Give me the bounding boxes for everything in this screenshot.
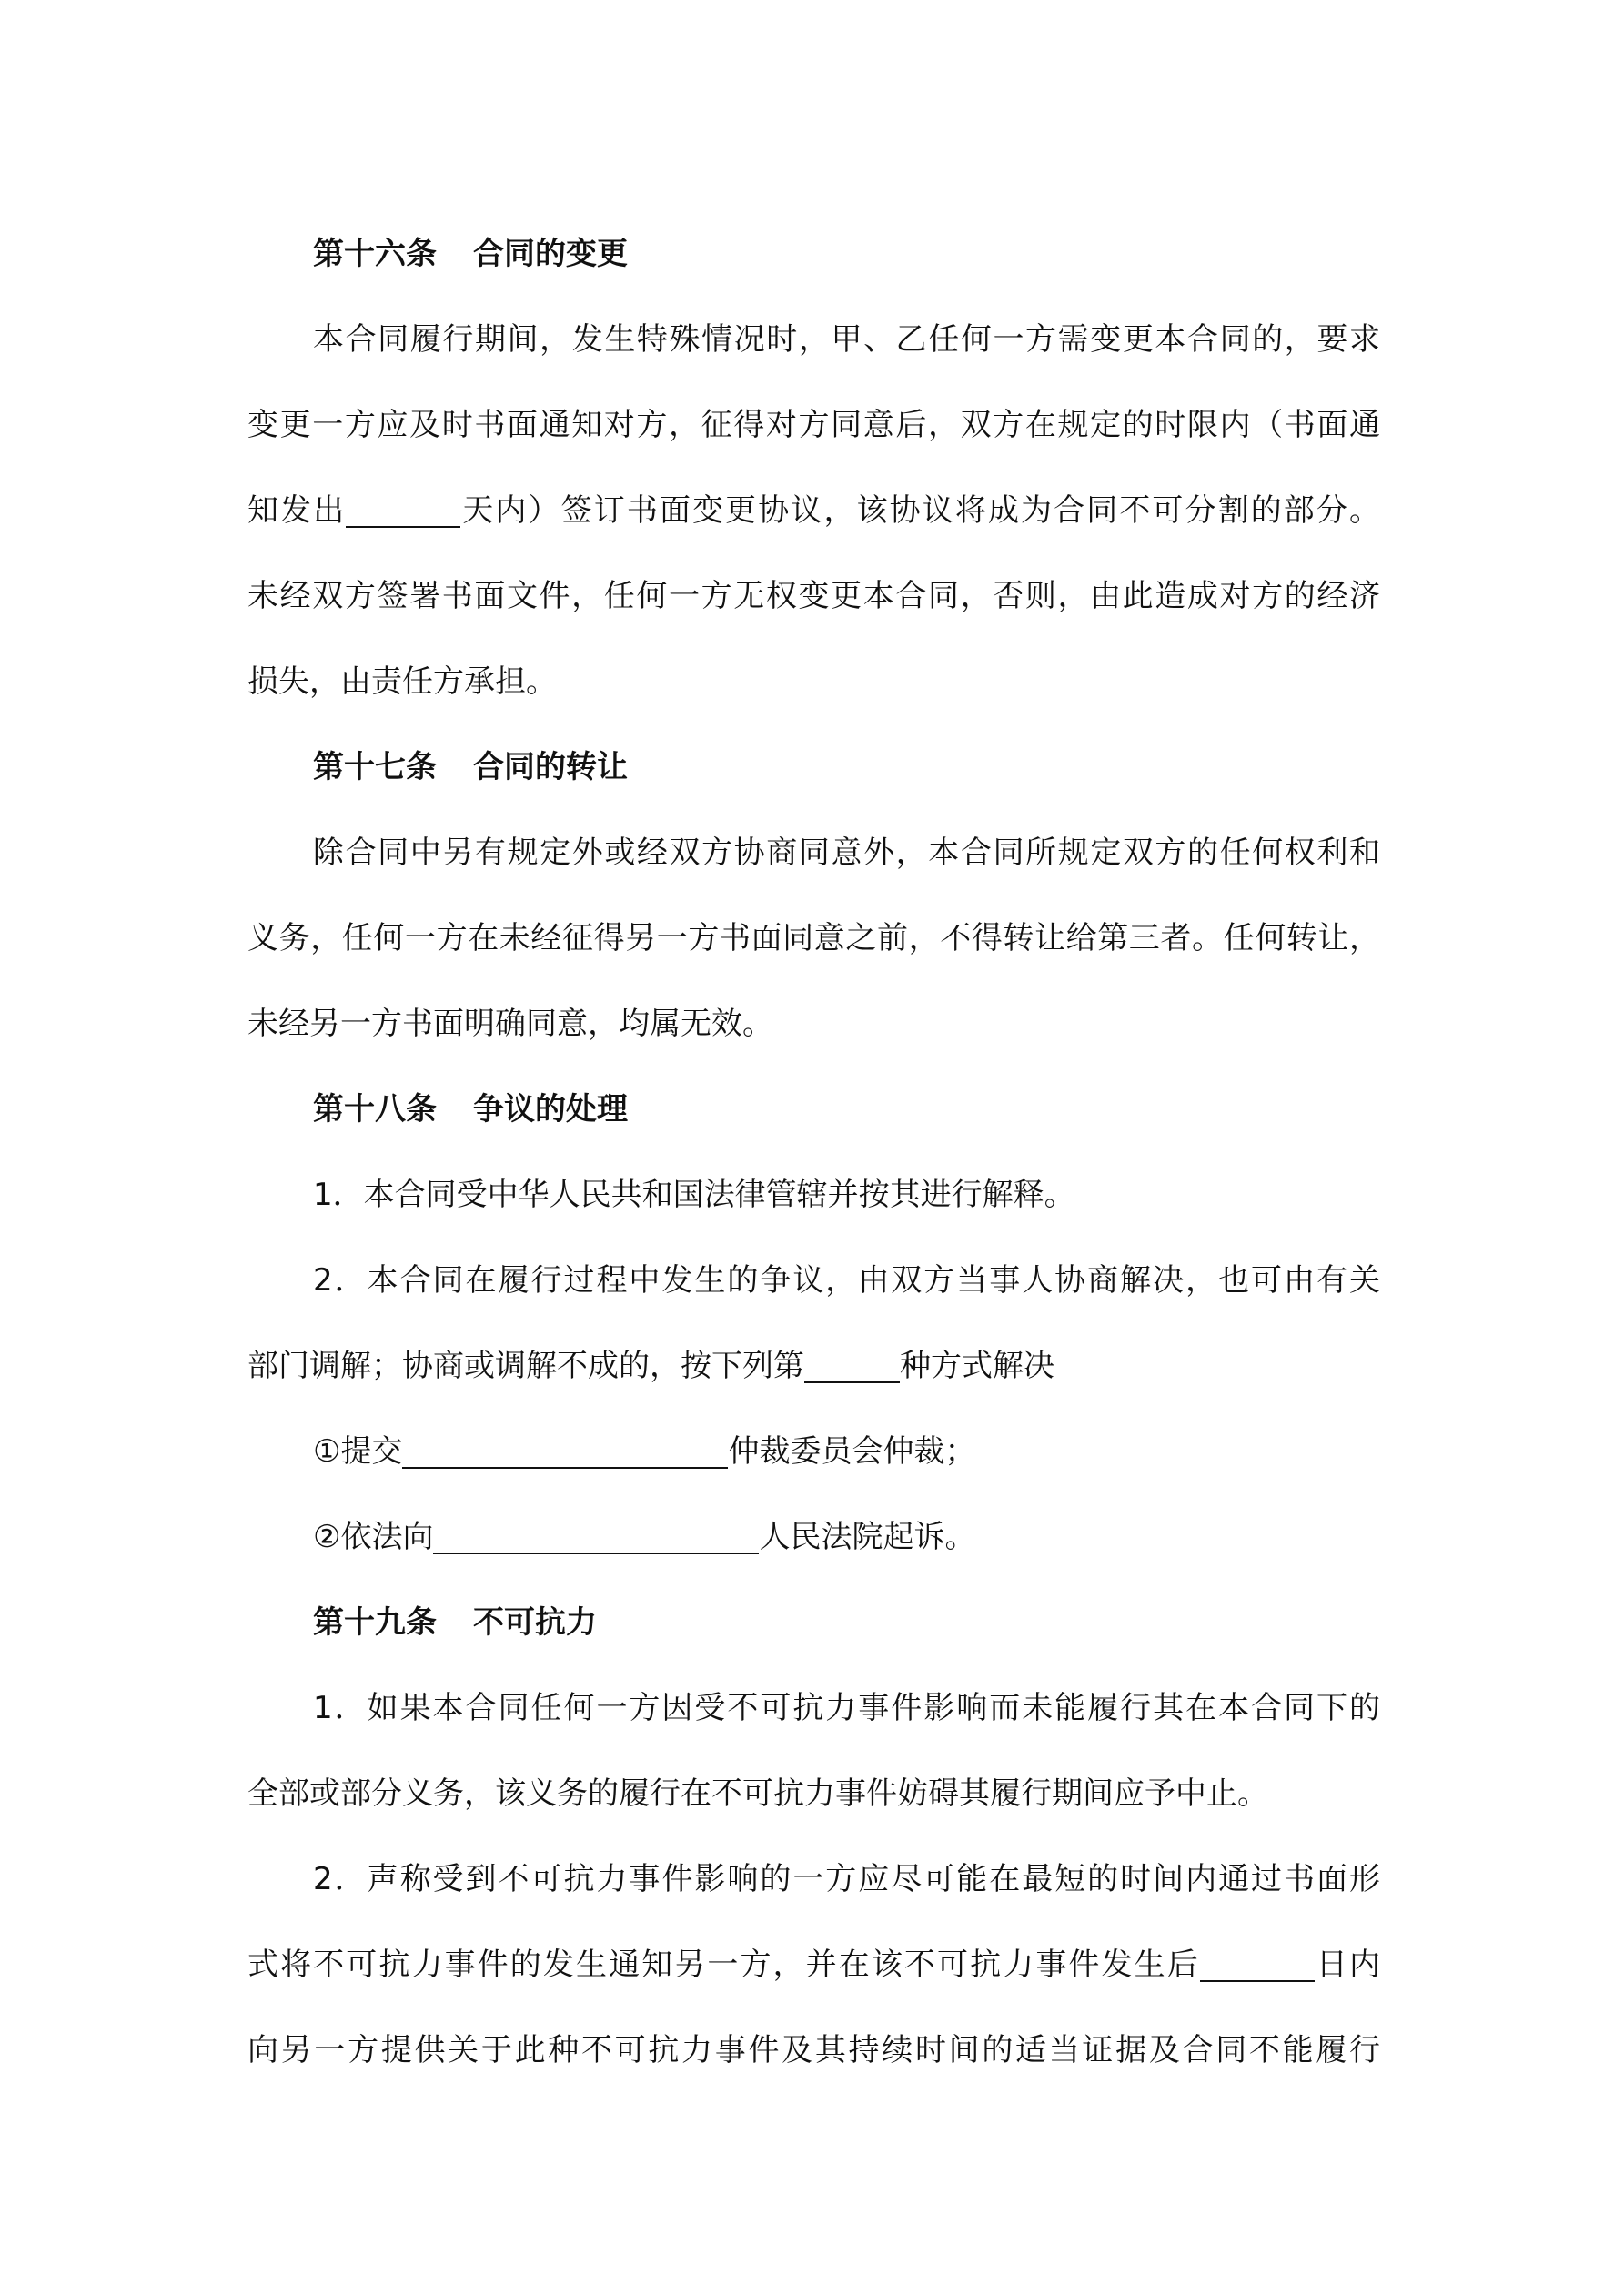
arbitration-commission-blank bbox=[402, 1431, 728, 1469]
article-18-item-2-line-1: 2．本合同在履行过程中发生的争议，由双方当事人协商解决，也可由有关 bbox=[313, 1262, 1380, 1299]
article-19-number: 第十九条 bbox=[313, 1604, 437, 1641]
article-18-number: 第十八条 bbox=[313, 1091, 437, 1128]
article-17-line-1: 除合同中另有规定外或经双方协商同意外，本合同所规定双方的任何权利和 bbox=[313, 834, 1380, 871]
article-16-line-1: 本合同履行期间，发生特殊情况时，甲、乙任何一方需变更本合同的，要求 bbox=[313, 321, 1380, 358]
article-18-heading bbox=[247, 1067, 1380, 1152]
article-16-line-2: 变更一方应及时书面通知对方，征得对方同意后，双方在规定的时限内（书面通 bbox=[247, 407, 1380, 443]
article-16-line-3: 知发出 天内）签订书面变更协议，该协议将成为合同不可分割的部分。 bbox=[247, 468, 1380, 553]
article-18-item-2-line-2: 部门调解；协商或调解不成的，按下列第 种方式解决 bbox=[247, 1323, 1380, 1409]
article-18-item-1: 1．本合同受中华人民共和国法律管辖并按其进行解释。 bbox=[313, 1177, 1075, 1213]
article-16-title: 合同的变更 bbox=[473, 236, 628, 272]
article-18-title: 争议的处理 bbox=[473, 1091, 628, 1128]
article-17-title: 合同的转让 bbox=[473, 749, 628, 785]
article-16-line-5: 损失，由责任方承担。 bbox=[247, 663, 557, 700]
notice-days-blank bbox=[1200, 1944, 1315, 1982]
article-19-heading bbox=[247, 1580, 1380, 1665]
article-17-line-2: 义务，任何一方在未经征得另一方书面同意之前，不得转让给第三者。任何转让， bbox=[247, 920, 1380, 956]
article-17-number: 第十七条 bbox=[313, 749, 437, 785]
article-19-item-2-line-3: 向另一方提供关于此种不可抗力事件及其持续时间的适当证据及合同不能履行 bbox=[247, 2032, 1380, 2068]
document-body bbox=[247, 211, 1380, 2093]
article-17-heading bbox=[247, 724, 1380, 810]
article-18-option-1: ①提交 仲裁委员会仲裁； bbox=[247, 1409, 1380, 1494]
article-16-number: 第十六条 bbox=[313, 236, 437, 272]
article-19-item-1-line-1: 1．如果本合同任何一方因受不可抗力事件影响而未能履行其在本合同下的 bbox=[313, 1690, 1380, 1726]
court-blank bbox=[433, 1516, 759, 1554]
article-19-item-2-line-2: 式将不可抗力事件的发生通知另一方，并在该不可抗力事件发生后 日内 bbox=[247, 1922, 1380, 2008]
article-19-title: 不可抗力 bbox=[473, 1604, 597, 1641]
article-17-line-3: 未经另一方书面明确同意，均属无效。 bbox=[247, 1006, 773, 1042]
article-16-line-4: 未经双方签署书面文件，任何一方无权变更本合同，否则，由此造成对方的经济 bbox=[247, 578, 1380, 614]
days-blank bbox=[346, 490, 460, 528]
article-19-item-2-line-1: 2．声称受到不可抗力事件影响的一方应尽可能在最短的时间内通过书面形 bbox=[313, 1861, 1380, 1897]
article-16-heading bbox=[247, 211, 1380, 297]
article-18-option-2: ②依法向 人民法院起诉。 bbox=[247, 1494, 1380, 1580]
article-19-item-1-line-2: 全部或部分义务，该义务的履行在不可抗力事件妨碍其履行期间应予中止。 bbox=[247, 1775, 1268, 1812]
method-blank bbox=[804, 1345, 900, 1383]
